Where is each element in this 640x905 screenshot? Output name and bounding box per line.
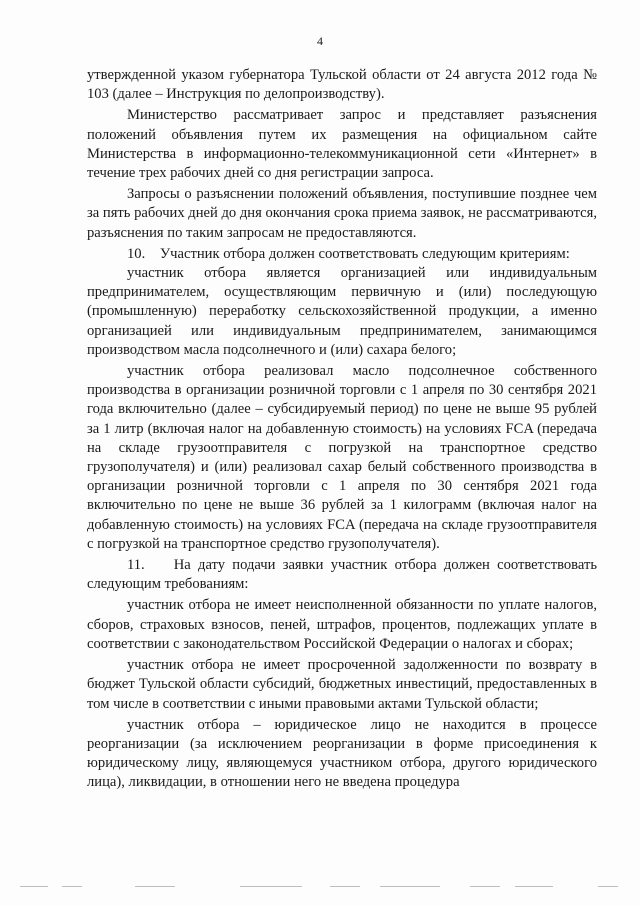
- scan-mark: [515, 886, 553, 887]
- scan-mark: [470, 886, 500, 887]
- scan-mark: [240, 886, 302, 887]
- paragraph-criteria-heading: 10. Участник отбора должен соответствовать следующим критериям:: [127, 245, 570, 262]
- paragraph-ministry-clarifications: Министерство рассматривает запрос и представляет разъяснения положений объявления путем их размещения на официальном сайте Министерства в информационно-телекоммуникационной сети «Интернет» в течение трех рабочих дней со дня регистрации запроса.: [87, 107, 597, 182]
- paragraph-requirements-heading: 11. На дату подачи заявки участник отбора должен соответствовать следующим требованиям:: [87, 557, 597, 593]
- scan-mark: [20, 886, 48, 887]
- paragraph-requirement-taxes: участник отбора не имеет неисполненной обязанности по уплате налогов, сборов, страховых взносов, пеней, штрафов, процентов, подлежащих уплате в соответствии с законодательством Российской Федерации о налогах и сборах;: [87, 597, 597, 652]
- page-number: 4: [317, 34, 323, 48]
- scan-mark: [135, 886, 175, 887]
- paragraph-requirement-reorganization: участник отбора – юридическое лицо не находится в процессе реорганизации (за исключением реорганизации в форме присоединения к юридическому лицу, являющемуся участником отбора, другого юридического лица), ликвидации, в отношении него не введена процедура: [87, 716, 597, 791]
- paragraph-criterion-sales: участник отбора реализовал масло подсолнечное собственного производства в организации розничной торговли с 1 апреля по 30 сентября 2021 года включительно (далее – субсидируемый период) по цене не выше 95 рублей за 1 литр (включая налог на добавленную стоимость) на условиях FCA (передача на складе грузоотправителя с погрузкой на транспортное средство грузополучателя) и (или) реализовал сахар белый собственного производства в организации розничной торговли с 1 апреля по 30 сентября 2021 года включительно по цене не выше 36 рублей за 1 килограмм (включая налог на добавленную стоимость) на условиях FCA (передача на складе грузоотправителя с погрузкой на транспортное средство грузополучателя).: [87, 363, 597, 552]
- scan-mark: [62, 886, 82, 887]
- paragraph-requirement-debt: участник отбора не имеет просроченной задолженности по возврату в бюджет Тульской области субсидий, бюджетных инвестиций, предоставленных в том числе в соответствии с иными правовыми актами Тульской области;: [87, 657, 597, 712]
- paragraph-late-requests: Запросы о разъяснении положений объявления, поступившие позднее чем за пять рабочих дней до дня окончания срока приема заявок, не рассматриваются, разъяснения по таким запросам не предоставляются.: [87, 186, 597, 241]
- scan-mark: [380, 886, 440, 887]
- scan-edge-marks: [0, 880, 640, 892]
- paragraph-instruction-reference: утвержденной указом губернатора Тульской области от 24 августа 2012 года № 103 (далее – Инструкция по делопроизводству).: [87, 67, 597, 103]
- paragraph-criterion-organization: участник отбора является организацией или индивидуальным предпринимателем, осуществляющим первичную и (или) последующую (промышленную) переработку сельскохозяйственной продукции, а именно организацией или индивидуальным предпринимателем, занимающимся производством масла подсолнечного и (или) сахара белого;: [87, 265, 597, 358]
- scan-mark: [598, 886, 618, 887]
- scan-mark: [330, 886, 360, 887]
- document-body: [87, 66, 597, 793]
